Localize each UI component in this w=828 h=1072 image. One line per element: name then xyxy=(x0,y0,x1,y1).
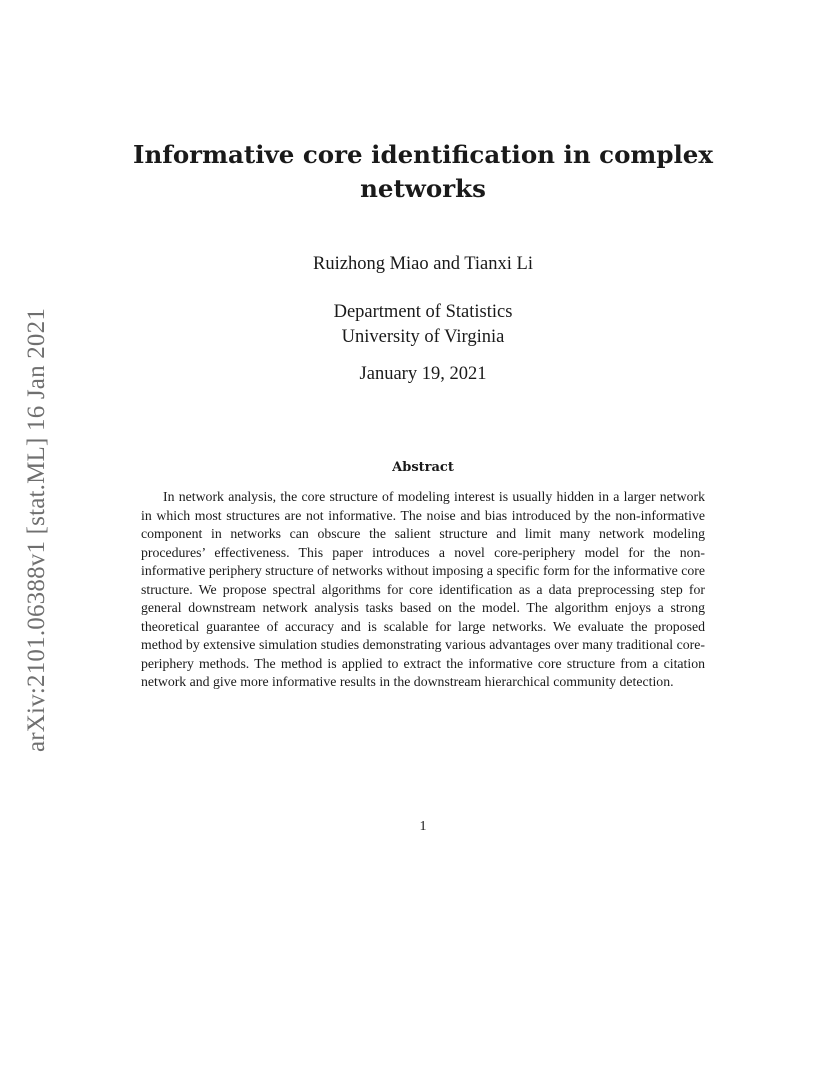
abstract-body: In network analysis, the core structure of modeling interest is usually hidden in a larger network in which most structures are not informative. The noise and bias introduced by the non-informative component in networks can obscure the salient structure and limit many network modeling procedures’ effectiveness. This paper introduces a novel core-periphery model for the non-informative periphery structure of networks without imposing a specific form for the informative core structure. We propose spectral algorithms for core identification as a data preprocessing step for general downstream network analysis tasks based on the model. The algorithm enjoys a strong theoretical guarantee of accuracy and is scalable for large networks. We evaluate the proposed method by extensive simulation studies demonstrating various advantages over many traditional core-periphery methods. The method is applied to extract the informative core structure from a citation network and give more informative results in the downstream hierarchical community detection. xyxy=(141,489,705,689)
affiliation-university: University of Virginia xyxy=(341,327,505,347)
affiliation xyxy=(100,300,746,350)
abstract-heading: Abstract xyxy=(392,460,454,475)
page-number: 1 xyxy=(419,819,427,834)
paper-title xyxy=(100,138,746,206)
paper-title-line-2: networks xyxy=(360,174,486,203)
affiliation-department: Department of Statistics xyxy=(333,302,513,322)
author-list: Ruizhong Miao and Tianxi Li xyxy=(313,254,533,274)
arxiv-identifier-stamp: arXiv:2101.06388v1 [stat.ML] 16 Jan 2021 xyxy=(23,307,50,753)
publication-date: January 19, 2021 xyxy=(359,364,487,384)
paper-title-line-1: Informative core identification in complex xyxy=(133,140,713,169)
